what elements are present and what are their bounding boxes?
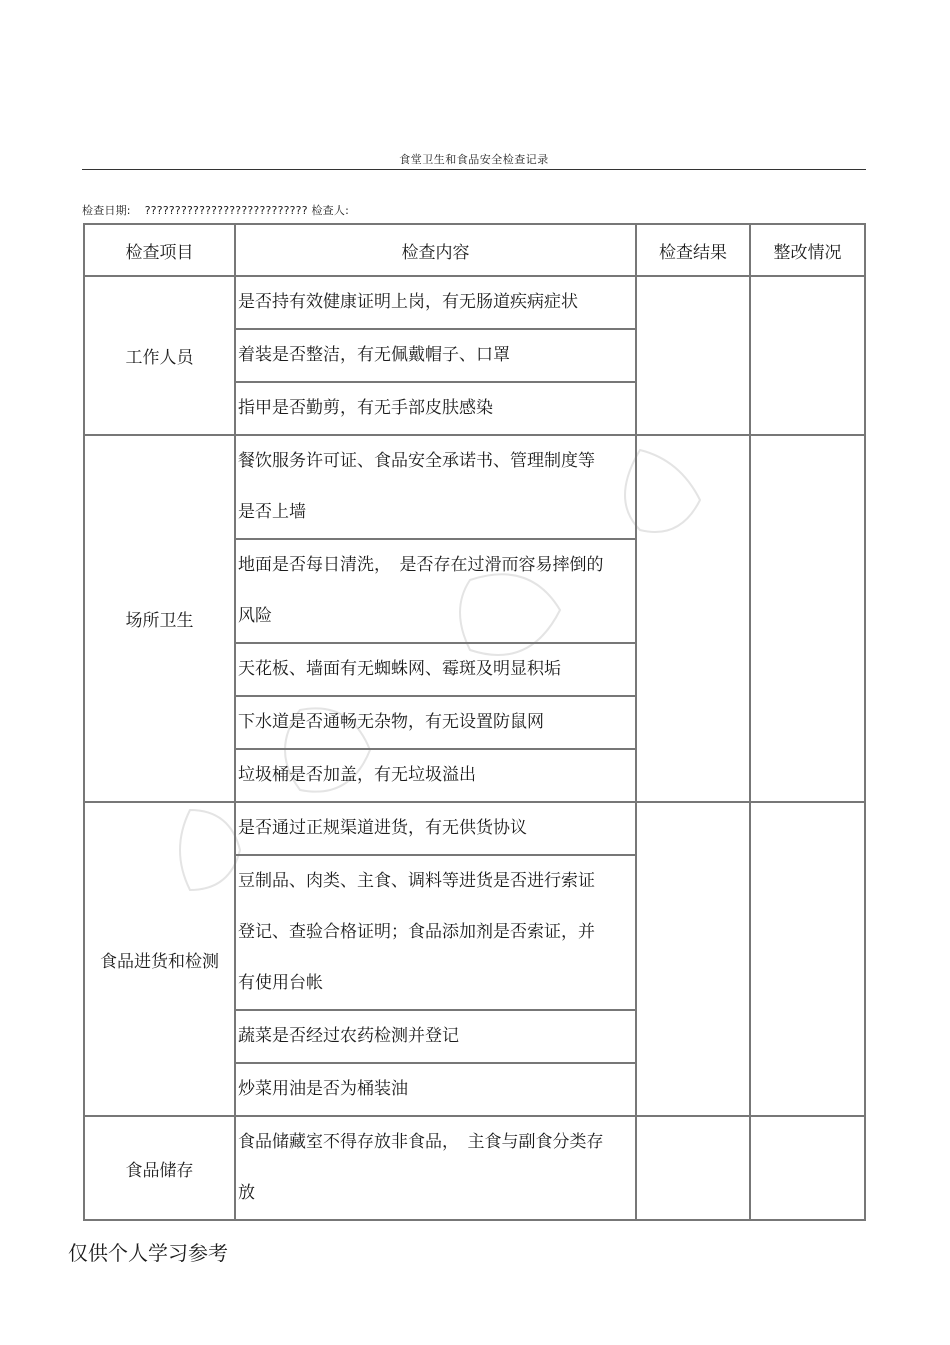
check-item — [236, 697, 635, 750]
document-title: 食堂卫生和食品安全检查记录 — [399, 153, 549, 166]
check-item — [236, 1011, 635, 1064]
table-row — [83, 436, 866, 803]
category-cell: 食品进货和检测 — [83, 803, 236, 1117]
check-item — [236, 330, 635, 383]
title-underline — [82, 169, 866, 170]
footer-note: 仅供个人学习参考 — [68, 1241, 228, 1265]
header-item: 检查项目 — [83, 223, 236, 277]
check-item-line: 是否通过正规渠道进货，有无供货协议 — [238, 818, 527, 838]
check-item-line: 是否上墙 — [238, 502, 306, 522]
content-cell — [236, 803, 637, 1117]
inspector-label: 检查人: — [311, 204, 349, 217]
check-item — [236, 644, 635, 697]
content-cell — [236, 277, 637, 436]
result-cell[interactable] — [637, 803, 751, 1117]
check-item-line: 垃圾桶是否加盖，有无垃圾溢出 — [238, 765, 476, 785]
check-item-line: 是否持有效健康证明上岗，有无肠道疾病症状 — [238, 292, 578, 312]
check-item — [236, 1064, 635, 1115]
category-cell: 食品储存 — [83, 1117, 236, 1221]
result-cell[interactable] — [637, 277, 751, 436]
rectification-cell[interactable] — [751, 803, 866, 1117]
check-item — [236, 750, 635, 801]
check-item — [236, 540, 635, 644]
check-item-line: 炒菜用油是否为桶装油 — [238, 1079, 408, 1099]
category-cell: 工作人员 — [83, 277, 236, 436]
check-item-line: 放 — [238, 1183, 255, 1203]
rectification-cell[interactable] — [751, 436, 866, 803]
date-value: ??????????????????????????? — [144, 204, 308, 217]
header-result: 检查结果 — [637, 223, 751, 277]
date-label: 检查日期: — [82, 204, 131, 217]
check-item — [236, 436, 635, 540]
check-item — [236, 383, 635, 434]
inspection-meta — [82, 202, 349, 218]
check-item-line: 有使用台帐 — [238, 973, 323, 993]
check-item — [236, 803, 635, 856]
check-item-line: 登记、查验合格证明；食品添加剂是否索证，并 — [238, 922, 595, 942]
check-item-line: 豆制品、肉类、主食、调料等进货是否进行索证 — [238, 871, 595, 891]
check-item — [236, 1117, 635, 1219]
table-row — [83, 1117, 866, 1221]
table-row — [83, 803, 866, 1117]
rectification-cell[interactable] — [751, 277, 866, 436]
content-cell — [236, 1117, 637, 1221]
rectification-cell[interactable] — [751, 1117, 866, 1221]
category-cell: 场所卫生 — [83, 436, 236, 803]
check-item-line: 天花板、墙面有无蜘蛛网、霉斑及明显积垢 — [238, 659, 561, 679]
header-rectification: 整改情况 — [751, 223, 866, 277]
check-item-line: 餐饮服务许可证、食品安全承诺书、管理制度等 — [238, 451, 595, 471]
check-item-line: 蔬菜是否经过农药检测并登记 — [238, 1026, 459, 1046]
check-item-line: 风险 — [238, 606, 272, 626]
check-item-line: 下水道是否通畅无杂物，有无设置防鼠网 — [238, 712, 544, 732]
check-item — [236, 277, 635, 330]
result-cell[interactable] — [637, 1117, 751, 1221]
check-item-line: 着装是否整洁，有无佩戴帽子、口罩 — [238, 345, 510, 365]
check-item — [236, 856, 635, 1011]
check-item-line: 地面是否每日清洗， 是否存在过滑而容易摔倒的 — [238, 555, 604, 575]
result-cell[interactable] — [637, 436, 751, 803]
table-row — [83, 277, 866, 436]
content-cell — [236, 436, 637, 803]
inspection-table — [83, 223, 866, 1221]
header-content: 检查内容 — [236, 223, 637, 277]
table-header-row — [83, 223, 866, 277]
check-item-line: 指甲是否勤剪，有无手部皮肤感染 — [238, 398, 493, 418]
check-item-line: 食品储藏室不得存放非食品， 主食与副食分类存 — [238, 1132, 604, 1152]
